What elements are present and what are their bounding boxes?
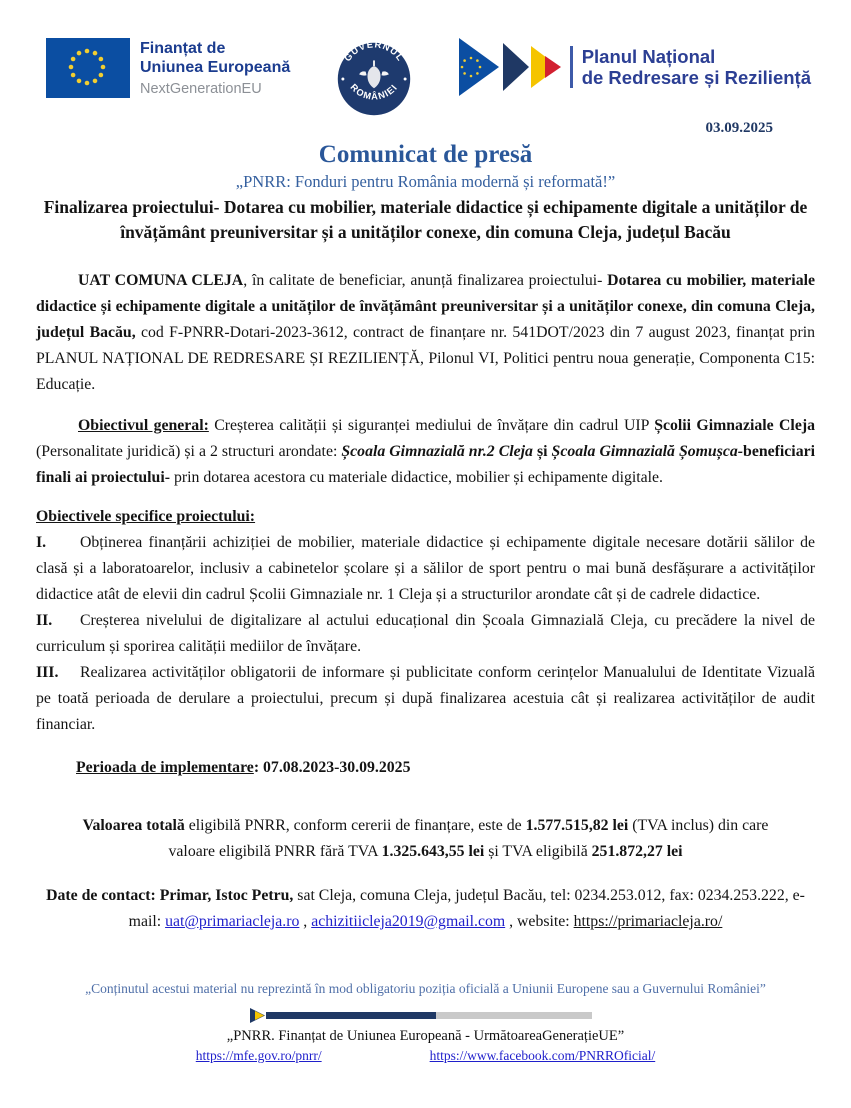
text-run: Obținerea finanțării achiziției de mobilier, materiale didactice și echipamente digitale necesare dotării sălilor de clasă și a laboratoarelor, inclusiv a cabinetelor școlare și a sălilor de sport pentru o mai bună desfășurare a activităților didactice atât de elevii din cadrul Școlii Gimnaziale nr. 1 Cleja și a structurilor arondate cât și de cadrele didactice. — [36, 533, 815, 603]
text-run: prin dotarea acestora cu materiale didactice, mobilier și echipamente digitale. — [170, 468, 663, 486]
text-run: 251.872,27 lei — [591, 842, 683, 860]
objective-3 — [36, 660, 815, 738]
text-run: Realizarea activităților obligatorii de informare și publicitate conform cerințelor Manualului de Identitate Vizuală pe toată perioada de derulare a proiectului, precum și după finalizarea acestuia cât și realizarea activităților de audit financiar. — [36, 663, 815, 733]
eu-logo-text — [140, 38, 290, 98]
paragraph-total-value — [36, 813, 815, 865]
objective-2 — [36, 608, 815, 660]
text-run: , în calitate de beneficiar, anunță finalizarea proiectului- — [243, 271, 608, 289]
romanian-government-seal-icon — [335, 40, 413, 118]
email-uat-link[interactable]: uat@primariacleja.ro — [165, 912, 300, 930]
project-heading: Finalizarea proiectului- Dotarea cu mobilier, materiale didactice și echipamente digitale a unităților de învățământ preuniversitar și a unităților conexe, din comuna Cleja, județul Bacău — [43, 197, 808, 243]
text-run: Școala Gimnazială Șomușca- — [551, 442, 744, 460]
pnrr-logo-text — [570, 46, 811, 89]
text-run: : 07.08.2023-30.09.2025 — [253, 758, 411, 776]
text-run: , — [299, 912, 312, 930]
text-run: Date de contact: Primar, Istoc Petru, — [46, 886, 294, 904]
mfe-gov-link[interactable]: https://mfe.gov.ro/pnrr/ — [195, 1047, 322, 1063]
text-run: UAT COMUNA CLEJA — [78, 271, 244, 289]
website-link[interactable]: https://primariacleja.ro/ — [573, 912, 723, 930]
page-title: Comunicat de presă — [318, 141, 533, 168]
text-run: (TVA inclus) din care valoare eligibilă PNRR fără TVA — [168, 816, 769, 860]
header — [36, 38, 815, 116]
text-run: (Personalitate juridică) și a 2 structuri arondate: — [36, 442, 342, 460]
text-run: Școala Gimnazială nr.2 Cleja — [341, 442, 533, 460]
text-run: , website: — [505, 912, 574, 930]
paragraph-general-objective — [36, 413, 815, 491]
text-run: și — [532, 442, 552, 460]
text-run: 1.577.515,82 lei — [525, 816, 629, 834]
text-run: Creșterea nivelului de digitalizare al actului educațional din Școala Gimnazială Cleja, cu precădere la nivel de curriculum și sporirea calității mediilor de învățare. — [36, 611, 815, 655]
text-run: I. — [36, 533, 47, 551]
pnrr-arrows-icon — [459, 38, 561, 96]
text-run: Perioada de implementare — [76, 758, 254, 776]
text-run: Obiectivul general: — [78, 416, 209, 434]
text-run: Școlii Gimnaziale Cleja — [654, 416, 815, 434]
seal-bottom-text: ROMÂNIEI — [348, 82, 400, 102]
pnrr-logo-line1: Planul Național — [581, 45, 716, 67]
eu-logo-line2: Uniunea Europeană — [140, 58, 291, 76]
footer-disclaimer: „Conținutul acestui material nu reprezintă în mod obligatoriu poziția oficială a Uniunii Europene sau a Guvernului României” — [85, 980, 766, 996]
text-run: Valoarea totală — [82, 816, 185, 834]
paragraph-contact — [36, 883, 815, 935]
eu-logo-line1: Finanțat de — [140, 40, 226, 57]
document-body — [36, 268, 815, 935]
eu-funding-logo — [46, 38, 290, 98]
pnrr-logo-line2: de Redresare și Reziliență — [581, 67, 811, 88]
text-run: Creșterea calității și siguranței mediului de învățare din cadrul UIP — [208, 416, 655, 434]
footer-divider-arrow-icon — [250, 1008, 602, 1023]
page-subtitle: „PNRR: Fonduri pentru România modernă și reformată!” — [235, 172, 616, 191]
text-run: eligibilă PNRR, conform cererii de finanțare, este de — [184, 816, 526, 834]
paragraph-beneficiary — [36, 268, 815, 398]
facebook-pnrr-link[interactable]: https://www.facebook.com/PNRROficial/ — [429, 1047, 656, 1063]
footer-pnrr-line: „PNRR. Finanțat de Uniunea Europeană - UrmătoareaGenerațieUE” — [226, 1027, 625, 1044]
eu-flag-icon — [46, 38, 130, 98]
text-run: cod F-PNRR-Dotari-2023-3612, contract de finanțare nr. 541DOT/2023 din 7 august 2023, finanțat prin PLANUL NAȚIONAL DE REDRESARE ȘI REZILIENȚĂ, Pilonul VI, Politici pentru noua generație, Componenta C15: Educație. — [36, 323, 815, 393]
document-date: 03.09.2025 — [705, 120, 773, 136]
text-run: III. — [36, 663, 59, 681]
email-achizitii-link[interactable]: achizitiicleja2019@gmail.com — [311, 912, 506, 930]
text-run: Dotarea cu mobilier, materiale didactice și echipamente digitale a unităților de învățământ preuniversitar și a unităților conexe, din comuna Cleja, județul Bacău, — [36, 271, 815, 341]
eu-logo-line3: NextGenerationEU — [140, 80, 262, 97]
footer — [36, 981, 815, 1064]
seal-top-text: GUVERNUL — [342, 40, 407, 64]
text-run: II. — [36, 611, 53, 629]
text-run: 1.325.643,55 lei — [381, 842, 485, 860]
pnrr-logo — [459, 38, 811, 96]
footer-links — [36, 1048, 815, 1064]
text-run: sat Cleja, comuna Cleja, județul Bacău, tel: 0234.253.012, fax: 0234.253.222, e-mail: — [128, 886, 805, 930]
objective-1 — [36, 530, 815, 608]
specific-objectives-heading: Obiectivele specifice proiectului: — [36, 507, 256, 525]
text-run: beneficiari finali ai proiectului- — [36, 442, 815, 486]
text-run: și TVA eligibilă — [484, 842, 592, 860]
implementation-period — [36, 755, 815, 781]
